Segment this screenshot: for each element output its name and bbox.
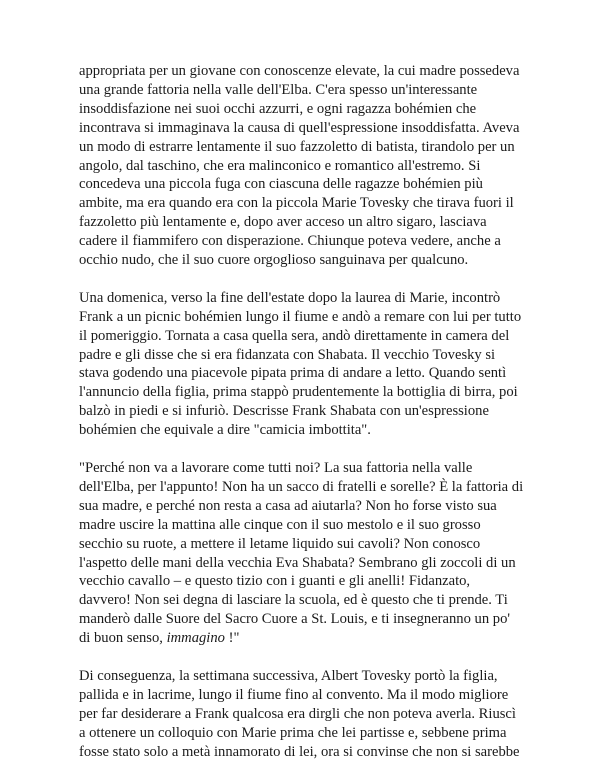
text-line: concedeva una piccola fuga con ciascuna delle ragazze bohémien più — [79, 176, 483, 193]
text-fragment: di buon senso, — [79, 630, 167, 647]
text-line: angolo, dal taschino, che era malinconico e romantico all'estremo. Si — [79, 157, 481, 174]
text-line: pallida e in lacrime, lungo il fiume fino al convento. Ma il modo migliore — [79, 686, 509, 703]
paragraph-3 — [79, 459, 531, 648]
text-line: ambite, ma era quando era con la piccola Marie Tovesky che tirava fuori il — [79, 195, 514, 212]
text-line: balzò in piedi e si infuriò. Descrisse Frank Shabata con un'espressione — [79, 403, 489, 420]
emphasized-word: immagino — [166, 630, 225, 647]
paragraph-2 — [79, 289, 531, 440]
text-line: davvero! Non sei degna di lasciare la scuola, ed è questo che ti prende. Ti — [79, 592, 508, 609]
text-line: Una domenica, verso la fine dell'estate dopo la laurea di Marie, incontrò — [79, 289, 501, 306]
text-line: a ottenere un colloquio con Marie prima che lei partisse e, sebbene prima — [79, 724, 507, 741]
text-line: appropriata per un giovane con conoscenze elevate, la cui madre possedeva — [79, 63, 520, 79]
text-line: sua madre, e perché non resta a casa ad aiutarla? Non ho forse visto sua — [79, 497, 497, 514]
text-line: manderò dalle Suore del Sacro Cuore a St. Louis, e ti insegneranno un po' — [79, 611, 511, 628]
text-line: il pomeriggio. Tornata a casa quella sera, andò direttamente in camera del — [79, 327, 510, 344]
text-line: insoddisfazione nei suoi occhi azzurri, e ogni ragazza bohémien che — [79, 100, 477, 117]
text-line: occhio nudo, che il suo cuore orgoglioso sanguinava per qualcuno. — [79, 252, 469, 269]
text-line: vecchio cavallo – e questo tizio con i guanti e gli anelli! Fidanzato, — [79, 573, 471, 590]
text-line: Di conseguenza, la settimana successiva, Albert Tovesky portò la figlia, — [79, 667, 498, 684]
document-page — [79, 62, 531, 780]
text-line: per far desiderare a Frank qualcosa era dirgli che non poteva averla. Riuscì — [79, 705, 516, 722]
text-line: stava godendo una piacevole pipata prima di andare a letto. Quando sentì — [79, 365, 507, 382]
text-line: "Perché non va a lavorare come tutti noi? La sua fattoria nella valle — [79, 460, 473, 476]
text-line: padre e gli disse che si era fidanzata con Shabata. Il vecchio Tovesky si — [79, 346, 496, 363]
text-line: Frank a un picnic bohémien lungo il fiume e andò a remare con lui per tutto — [79, 308, 522, 325]
paragraph-4 — [79, 667, 531, 762]
text-line: fosse stato solo a metà innamorato di lei, ora si convinse che non si sarebbe — [79, 743, 520, 760]
text-line: secchio su ruote, a mettere il letame liquido sui cavoli? Non conosco — [79, 535, 481, 552]
text-line: l'annuncio della figlia, prima stappò prudentemente la bottiglia di birra, poi — [79, 384, 518, 401]
text-line: dell'Elba, per l'appunto! Non ha un sacco di fratelli e sorelle? È la fattoria di — [79, 478, 524, 495]
text-line: cadere il fiammifero con disperazione. Chiunque poteva vedere, anche a — [79, 233, 501, 250]
text-fragment: !" — [224, 630, 240, 647]
text-line: madre uscire la mattina alle cinque con il suo mestolo e il suo grosso — [79, 516, 481, 533]
text-line: incontrava si immaginava la causa di quell'espressione insoddisfatta. Aveva — [79, 119, 520, 136]
text-line: l'aspetto delle mani della vecchia Eva Shabata? Sembrano gli zoccoli di un — [79, 554, 516, 571]
text-line: un modo di estrarre lentamente il suo fazzoletto di batista, tirandolo per un — [79, 138, 515, 155]
text-line: bohémien che equivale a dire "camicia imbottita". — [79, 422, 371, 439]
text-line: una grande fattoria nella valle dell'Elba. C'era spesso un'interessante — [79, 81, 478, 98]
text-line-last — [79, 629, 531, 648]
text-line: fazzoletto più lentamente e, dopo aver acceso un altro sigaro, lasciava — [79, 214, 487, 231]
paragraph-1 — [79, 62, 531, 270]
